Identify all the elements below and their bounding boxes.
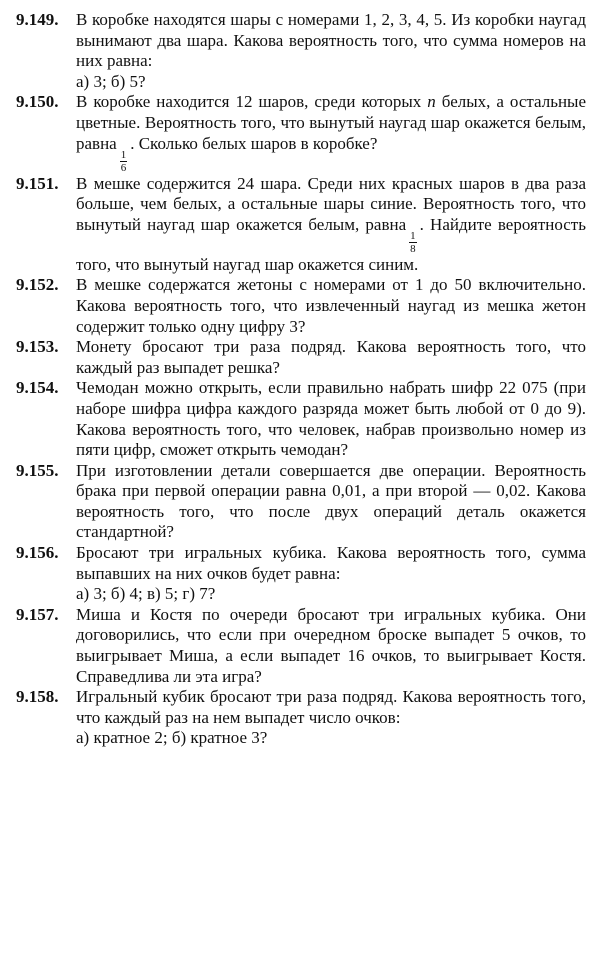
problem-body: [76, 378, 586, 460]
problem-text: Миша и Костя по очереди бросают три игральных кубика. Они договорились, что если при очередном броске выпадет 5 очков, то выигрывает Миша, а если выпадет 16 очков, то выигрывает Костя. Справедлива ли эта игра?: [76, 604, 586, 686]
problem-number: 9.156.: [16, 543, 59, 563]
fraction-numerator: 1: [410, 229, 416, 242]
problem-9-155: [16, 461, 586, 543]
problem-body: [76, 337, 586, 378]
problem-number: 9.157.: [16, 604, 59, 624]
problem-body: [76, 10, 586, 92]
problem-text: Чемодан можно открыть, если правильно набрать шифр 22 075 (при наборе шифра цифра каждого разряда может быть любой от 0 до 9). Какова вероятность того, что человек, набрав произвольно номер из пяти цифр, сможет открыть чемодан?: [76, 378, 586, 460]
problem-9-153: [16, 337, 586, 378]
problem-text: Монету бросают три раза подряд. Какова вероятность того, что каждый раз выпадет решка?: [76, 337, 586, 377]
problem-text: В мешке содержится 24 шара. Среди них красных шаров в два раза больше, чем белых, а остальные шары синие. Вероятность того, что вынутый наугад шар окажется белым, равна: [76, 173, 586, 234]
problem-9-151: [16, 174, 586, 276]
problem-text: В коробке находится 12 шаров, среди которых: [76, 92, 422, 112]
problem-body: [76, 605, 586, 687]
problem-9-154: [16, 378, 586, 460]
problem-page: [16, 10, 586, 749]
problem-number: 9.151.: [16, 173, 59, 193]
problem-answers: а) кратное 2; б) кратное 3?: [76, 728, 268, 748]
problem-9-158: [16, 687, 586, 749]
problem-number: 9.149.: [16, 10, 59, 29]
problem-text: В коробке находятся шары с номерами 1, 2, 3, 4, 5. Из коробки наугад вынимают два шара. Какова вероятность того, что сумма номеров на них равна:: [76, 10, 586, 71]
problem-text: В мешке содержатся жетоны с номерами от 1 до 50 включительно. Какова вероятность того, что извлеченный наугад из мешка жетон содержит только одну цифру 3?: [76, 275, 586, 336]
problem-number: 9.154.: [16, 378, 59, 398]
problem-number: 9.153.: [16, 337, 59, 357]
problem-text: При изготовлении детали совершается две операции. Вероятность брака при первой операции равна 0,01, а при второй — 0,02. Какова вероятность того, что после двух операций деталь окажется стандартной?: [76, 460, 586, 542]
problem-body: [76, 687, 586, 749]
problem-9-156: [16, 543, 586, 605]
problem-answers: а) 3; б) 5?: [76, 71, 146, 91]
variable-n: n: [427, 92, 436, 112]
fraction-one-sixth: [120, 149, 128, 174]
problem-text: Игральный кубик бросают три раза подряд. Какова вероятность того, что каждый раз на нем выпадет число очков:: [76, 687, 586, 727]
problem-body: [76, 461, 586, 543]
problem-number: 9.158.: [16, 687, 59, 707]
problem-number: 9.152.: [16, 275, 59, 295]
problem-number: 9.155.: [16, 460, 59, 480]
problem-answers: а) 3; б) 4; в) 5; г) 7?: [76, 584, 216, 604]
problem-9-150: [16, 92, 586, 173]
problem-body: [76, 543, 586, 605]
problem-text: Бросают три игральных кубика. Какова вероятность того, сумма выпавших на них очков будет равна:: [76, 543, 586, 583]
problem-body: [76, 174, 586, 276]
problem-body: [76, 92, 586, 173]
problem-9-152: [16, 275, 586, 337]
problem-text: . Найдите вероятность того, что вынутый наугад шар окажется синим.: [76, 214, 586, 274]
problem-text: . Сколько белых шаров в коробке?: [130, 133, 378, 153]
problem-text: белых, а остальные цветные. Вероятность того, что вынутый наугад шар окажется белым, равна: [76, 92, 587, 153]
problem-9-149: [16, 10, 586, 92]
fraction-one-eighth: [409, 230, 417, 255]
fraction-numerator: 1: [120, 148, 127, 161]
problem-body: [76, 275, 586, 337]
fraction-denominator: 8: [410, 242, 416, 255]
fraction-denominator: 6: [120, 161, 127, 174]
problem-9-157: [16, 605, 586, 687]
problem-number: 9.150.: [16, 92, 59, 112]
